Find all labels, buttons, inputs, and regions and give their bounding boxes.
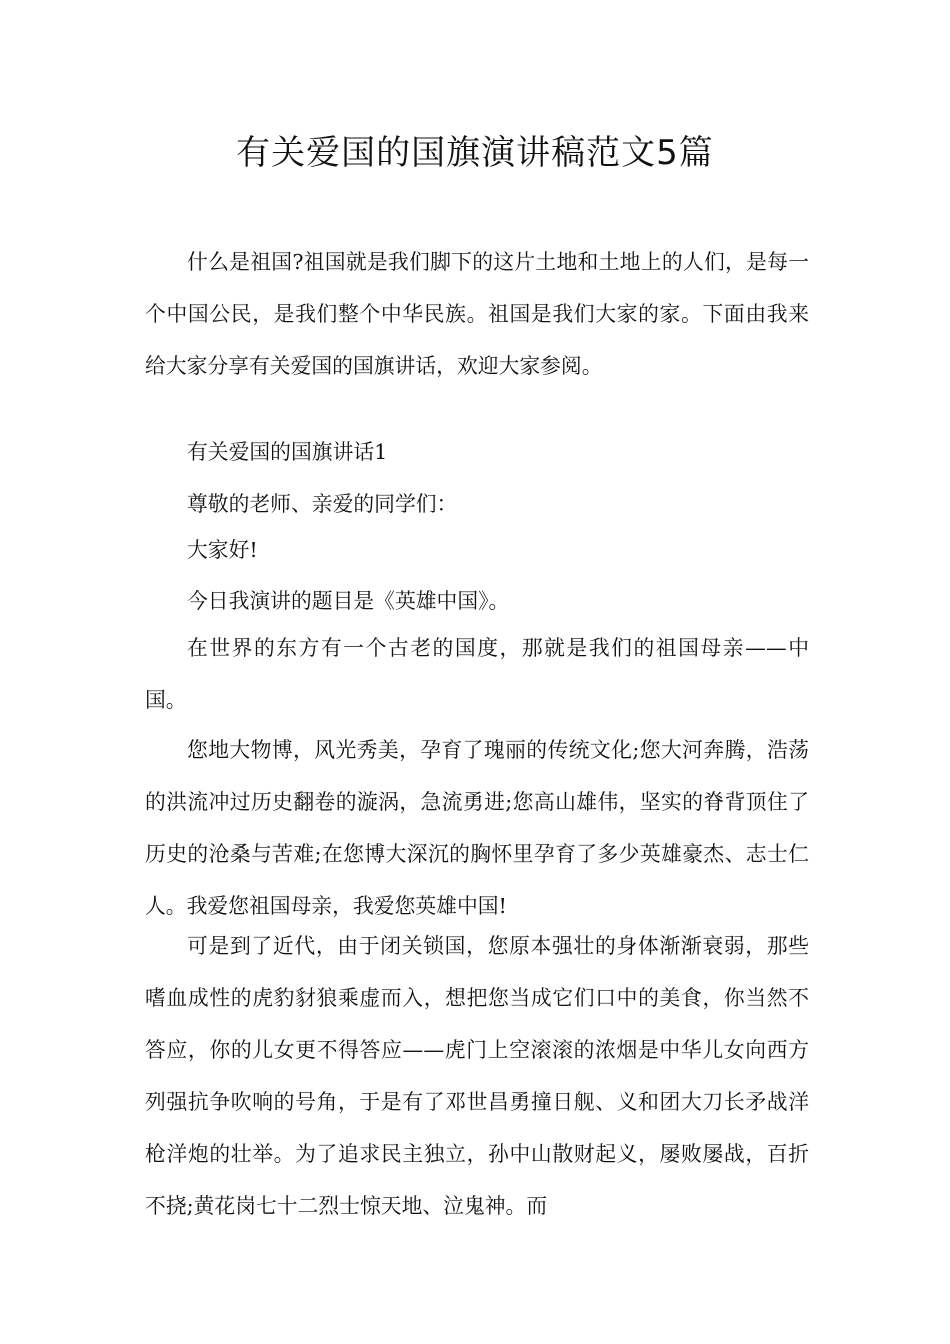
- body-paragraph: 可是到了近代，由于闭关锁国，您原本强壮的身体渐渐衰弱，那些嗜血成性的虎豹豺狼乘虚而入，想把您当成它们口中的美食，你当然不答应，你的儿女更不得答应——虎门上空滚滚的浓烟是中华儿女向西方列强抗争吹响的号角，于是有了邓世昌勇撞日舰、义和团大刀长矛战洋枪洋炮的壮举。为了追求民主独立，孙中山散财起义，屡败屡战，百折不挠;黄花岗七十二烈士惊天地、泣鬼神。而: [145, 934, 809, 1218]
- salutation: 尊敬的老师、亲爱的同学们：: [187, 492, 458, 516]
- body-paragraph: 您地大物博，风光秀美，孕育了瑰丽的传统文化;您大河奔腾，浩荡的洪流冲过历史翻卷的漩涡，急流勇进;您高山雄伟，坚实的脊背顶住了历史的沧桑与苦难;在您博大深沉的胸怀里孕育了多少英雄豪杰、志士仁人。我爱您祖国母亲，我爱您英雄中国!: [145, 738, 809, 918]
- intro-paragraph: 什么是祖国?祖国就是我们脚下的这片土地和土地上的人们，是每一个中国公民，是我们整个中华民族。祖国是我们大家的家。下面由我来给大家分享有关爱国的国旗讲话，欢迎大家参阅。: [145, 250, 809, 378]
- body-paragraph: 在世界的东方有一个古老的国度，那就是我们的祖国母亲——中国。: [145, 636, 809, 712]
- greeting: 大家好!: [187, 538, 258, 562]
- document-title: 有关爱国的国旗演讲稿范文5篇: [236, 133, 714, 173]
- speech-topic: 今日我演讲的题目是《英雄中国》。: [187, 589, 510, 613]
- section-heading: 有关爱国的国旗讲话1: [187, 440, 388, 464]
